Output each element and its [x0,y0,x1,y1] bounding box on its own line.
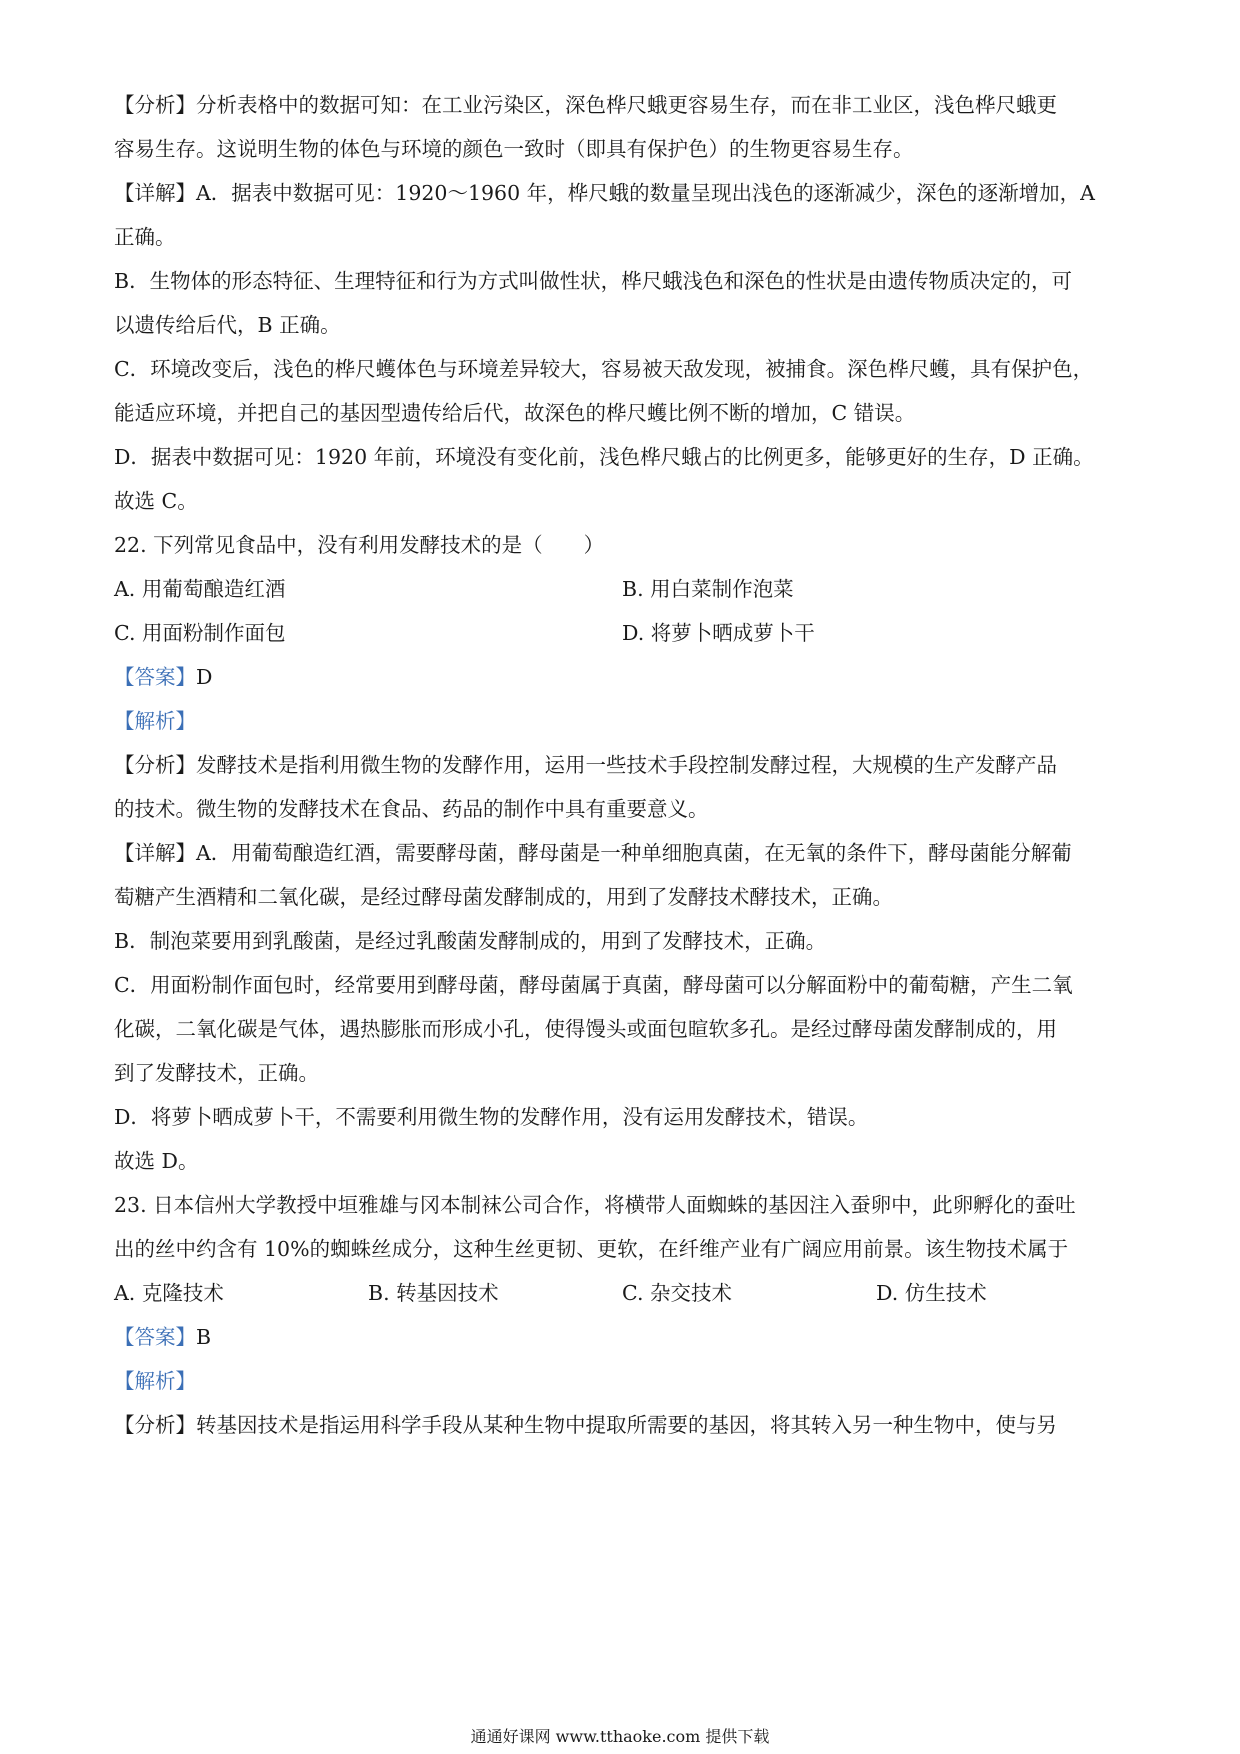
analysis-tag: 【分析】 [114,1413,196,1437]
q23-option-c: C. 杂交技术 [622,1281,732,1305]
q22-detail-c-line-3: 到了发酵技术，正确。 [114,1061,319,1085]
q23-option-a: A. 克隆技术 [114,1281,224,1305]
q21-detail-c-line-1: C．环境改变后，浅色的桦尺蠖体色与环境差异较大，容易被天敌发现，被捕食。深色桦尺蠖，具有保护色， [114,357,1094,381]
q22-jiexi [114,706,1134,736]
q22-detail-c-line-2: 化碳，二氧化碳是气体，遇热膨胀而形成小孔，使得馒头或面包暄软多孔。是经过酵母菌发酵制成的，用 [114,1017,1057,1041]
q22-analysis-line-1: 【分析】发酵技术是指利用微生物的发酵作用，运用一些技术手段控制发酵过程，大规模的生产发酵产品 [114,753,1057,777]
q21-detail-a-line-1: 【详解】A．据表中数据可见：1920～1960 年，桦尺蛾的数量呈现出浅色的逐渐减少，深色的逐渐增加，A [114,181,1095,205]
q21-detail-a-line-2: 正确。 [114,225,176,249]
q21-analysis-line-1: 【分析】分析表格中的数据可知：在工业污染区，深色桦尺蛾更容易生存，而在非工业区，浅色桦尺蛾更 [114,93,1057,117]
answer-tag: 【答案】 [114,1325,196,1349]
q22-detail-c-line-1: C．用面粉制作面包时，经常要用到酵母菌，酵母菌属于真菌，酵母菌可以分解面粉中的葡萄糖，产生二氧 [114,973,1073,997]
q22-detail-b-line-1: B．制泡菜要用到乳酸菌，是经过乳酸菌发酵制成的，用到了发酵技术，正确。 [114,929,827,953]
q22-answer [114,662,1134,692]
q21-analysis-line-2: 容易生存。这说明生物的体色与环境的颜色一致时（即具有保护色）的生物更容易生存。 [114,137,914,161]
q21-choice: 故选 C。 [114,489,198,513]
q22-option-c: C. 用面粉制作面包 [114,621,286,645]
q23-option-d: D. 仿生技术 [876,1281,987,1305]
jiexi-tag: 【解析】 [114,709,196,733]
q23-stem-line-1: 23. 日本信州大学教授中垣雅雄与冈本制袜公司合作，将横带人面蜘蛛的基因注入蚕卵中，此卵孵化的蚕吐 [114,1193,1076,1217]
q22-option-a: A. 用葡萄酿造红酒 [114,577,286,601]
q22-detail-a-line-2: 萄糖产生酒精和二氧化碳，是经过酵母菌发酵制成的，用到了发酵技术酵技术，正确。 [114,885,893,909]
analysis-tag: 【分析】 [114,753,196,777]
analysis-tag: 【分析】 [114,93,196,117]
page-footer: 通通好课网 www.tthaoke.com 提供下载 [470,1727,770,1746]
q22-detail-a-line-1: 【详解】A．用葡萄酿造红酒，需要酵母菌，酵母菌是一种单细胞真菌，在无氧的条件下，酵母菌能分解葡 [114,841,1072,865]
q23-jiexi [114,1366,1134,1396]
q22-analysis-line-2: 的技术。微生物的发酵技术在食品、药品的制作中具有重要意义。 [114,797,709,821]
q21-detail-d-line-1: D．据表中数据可见：1920 年前，环境没有变化前，浅色桦尺蛾占的比例更多，能够更好的生存，D 正确。 [114,445,1094,469]
jiexi-tag: 【解析】 [114,1369,196,1393]
q21-detail-b-line-2: 以遗传给后代，B 正确。 [114,313,341,337]
q23-option-b: B. 转基因技术 [368,1281,499,1305]
q22-stem: 22. 下列常见食品中，没有利用发酵技术的是（ ） [114,533,605,557]
q22-choice: 故选 D。 [114,1149,199,1173]
answer-value: B [196,1325,212,1349]
q21-detail-b-line-1: B．生物体的形态特征、生理特征和行为方式叫做性状，桦尺蛾浅色和深色的性状是由遗传物质决定的，可 [114,269,1073,293]
q22-detail-d-line-1: D．将萝卜晒成萝卜干，不需要利用微生物的发酵作用，没有运用发酵技术，错误。 [114,1105,869,1129]
answer-value: D [196,665,213,689]
q22-option-b: B. 用白菜制作泡菜 [622,577,794,601]
answer-tag: 【答案】 [114,665,196,689]
q22-option-d: D. 将萝卜晒成萝卜干 [622,621,815,645]
q23-analysis-line-1: 【分析】转基因技术是指运用科学手段从某种生物中提取所需要的基因，将其转入另一种生物中，使与另 [114,1413,1057,1437]
detail-tag: 【详解】 [114,181,196,205]
q23-answer [114,1322,1134,1352]
detail-tag: 【详解】 [114,841,196,865]
q23-stem-line-2: 出的丝中约含有 10%的蜘蛛丝成分，这种生丝更韧、更软，在纤维产业有广阔应用前景。该生物技术属于 [114,1237,1069,1261]
q21-detail-c-line-2: 能适应环境，并把自己的基因型遗传给后代，故深色的桦尺蠖比例不断的增加，C 错误。 [114,401,916,425]
